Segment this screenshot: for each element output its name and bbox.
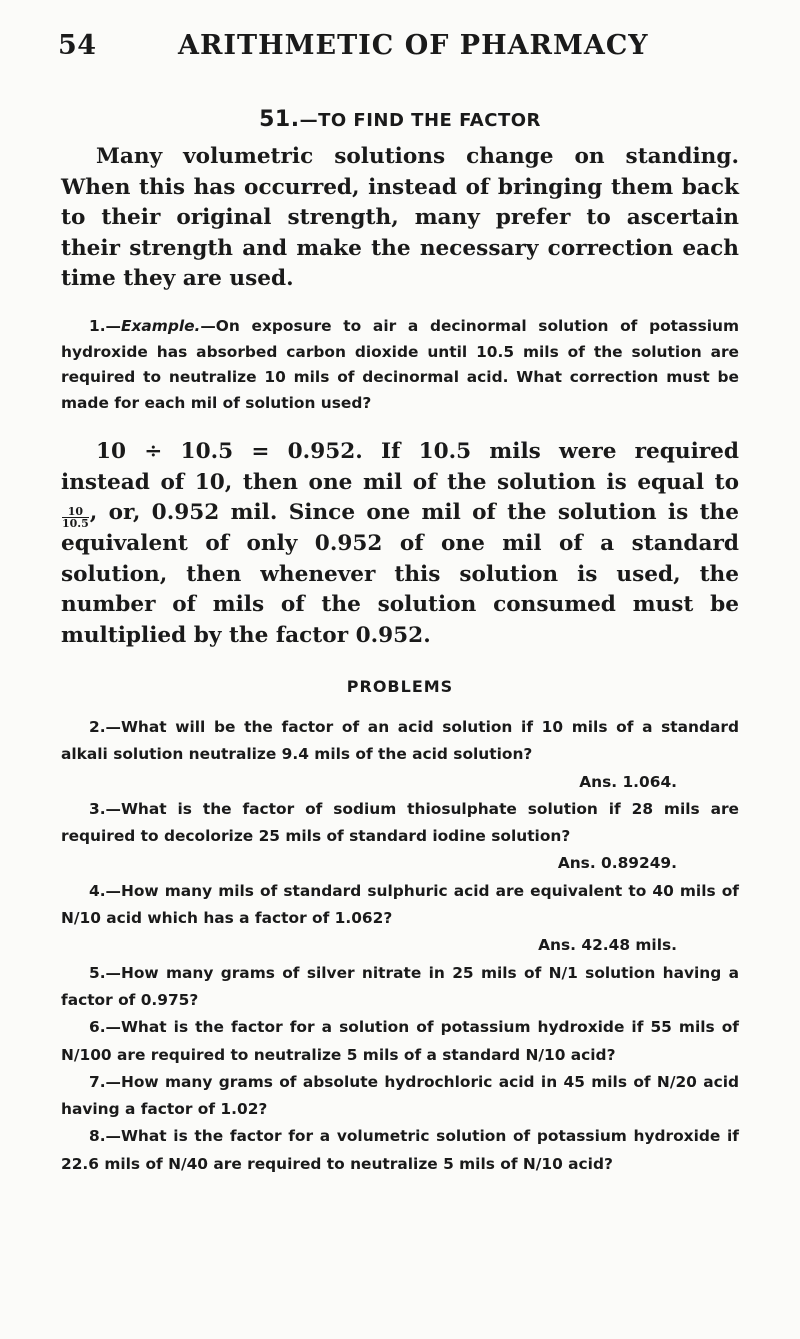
intro-text: Many volumetric solutions change on standing. When this has occurred, instead of bringing them back to their original strength, many prefer to ascertain their strength and make the necessary correction each time they are used. [61, 144, 739, 292]
example-label: Example. [120, 317, 201, 335]
fraction [62, 506, 89, 529]
problem-item [61, 714, 739, 769]
problem-text: 3.—What is the factor of sodium thiosulphate solution if 28 mils are required to decolorize 25 mils of standard iodine solution? [61, 799, 739, 846]
problem-text: 5.—How many grams of silver nitrate in 25 mils of N/1 solution having a factor of 0.975? [61, 963, 739, 1009]
example-paragraph [61, 314, 739, 416]
problems-list [61, 714, 739, 1178]
problems-heading: PROBLEMS [346, 677, 454, 696]
problem-text: 2.—What will be the factor of an acid solution if 10 mils of a standard alkali solution neutralize 9.4 mils of the acid solution? [61, 718, 739, 764]
problem-answer: Ans. 1.064. [579, 772, 677, 791]
solution-paragraph [61, 437, 739, 652]
problem-item [61, 960, 739, 1015]
running-title: ARITHMETIC OF PHARMACY [178, 30, 649, 61]
example-text: —On exposure to air a decinormal solution of potassium hydroxide has absorbed carbon dioxide until 10.5 mils of the solution are required to neutralize 10 mils of decinormal acid. What correction must be made for each mil of solution used? [61, 317, 739, 412]
fraction-denominator: 10.5 [62, 517, 89, 531]
problem-text: 7.—How many grams of absolute hydrochloric acid in 45 mils of N/20 acid having a factor of 1.02? [61, 1072, 739, 1119]
problem-answer: Ans. 42.48 mils. [538, 936, 677, 955]
fraction-numerator: 10 [62, 506, 89, 518]
problem-text: 8.—What is the factor for a volumetric solution of potassium hydroxide if 22.6 mils of N/40 are required to neutralize 5 mils of N/10 acid? [61, 1127, 739, 1173]
section-number: 51. [259, 107, 300, 132]
problem-text: 4.—How many mils of standard sulphuric acid are equivalent to 40 mils of N/10 acid which has a factor of 1.062? [61, 881, 739, 928]
problem-item [61, 878, 739, 933]
problem-text: 6.—What is the factor for a solution of potassium hydroxide if 55 mils of N/100 are required to neutralize 5 mils of a standard N/10 acid? [61, 1018, 739, 1064]
problem-item [61, 1069, 739, 1124]
problem-item [61, 1014, 739, 1069]
solution-text-1: 10 ÷ 10.5 = 0.952. If 10.5 mils were required instead of 10, then one mil of the solution is equal to [61, 439, 739, 495]
solution-text-2: , or, 0.952 mil. Since one mil of the solution is the equivalent of only 0.952 of one mil of a standard solution, then whenever this solution is used, the number of mils of the solution consumed must be multiplied by the factor 0.952. [61, 500, 739, 648]
intro-paragraph [61, 142, 739, 295]
page-number: 54 [58, 30, 97, 61]
section-title: —TO FIND THE FACTOR [299, 110, 541, 131]
problem-item [61, 796, 739, 851]
section-heading [0, 107, 800, 132]
running-head [58, 30, 740, 74]
example-number: 1.— [89, 317, 121, 335]
problem-item [61, 1123, 739, 1178]
problem-answer: Ans. 0.89249. [557, 854, 677, 873]
